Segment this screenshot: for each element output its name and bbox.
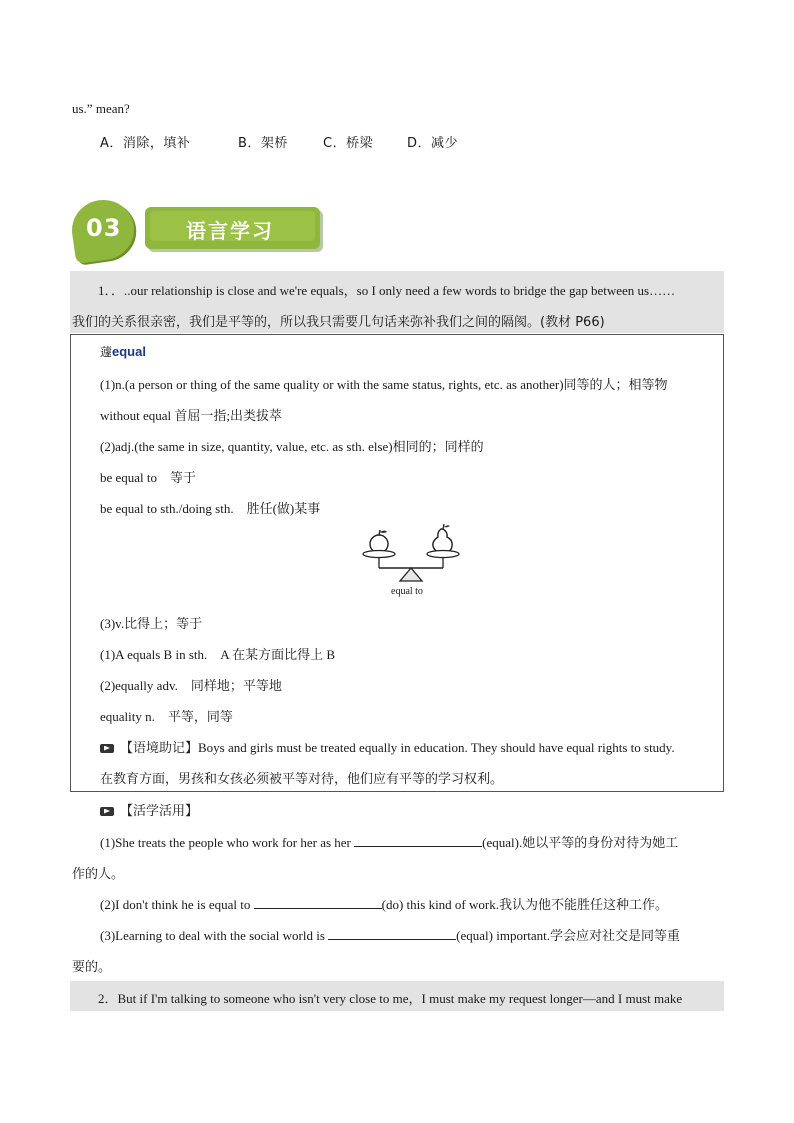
vocab-line-6: (3)v.比得上；等于: [100, 616, 203, 631]
q3-hint: (equal) important.学会应对社交是同等重: [456, 928, 681, 943]
item2-sentence: 2．But if I'm talking to someone who isn't very close to me，I must make my request longer—and I must make: [98, 991, 683, 1006]
choice-b: B．架桥: [238, 136, 288, 151]
context-label: 【语境助记】: [120, 741, 199, 756]
scale-fulcrum: [400, 568, 422, 581]
practice-q2: [100, 894, 668, 913]
practice-q3: [100, 925, 680, 944]
q2-blank[interactable]: [254, 896, 382, 909]
section-title: 语言学习: [186, 219, 274, 243]
pear-icon: [433, 524, 452, 553]
practice-header: [100, 800, 198, 819]
vocab-line-8: (2)equally adv. 同样地；平等地: [100, 678, 282, 693]
vocab-line-7: (1)A equals B in sth. A 在某方面比得上 B: [100, 647, 336, 662]
vocab-line-3: (2)adj.(the same in size, quantity, value, etc. as sth. else)相同的；同样的: [100, 439, 484, 454]
practice-label: 【活学活用】: [120, 804, 199, 819]
figure-caption: equal to: [391, 586, 423, 597]
item1-translation: 我们的关系很亲密，我们是平等的，所以我只需要几句话来弥补我们之间的隔阂。(教材 P66): [72, 315, 605, 330]
q1-blank[interactable]: [354, 834, 482, 847]
q3-text: (3)Learning to deal with the social world is: [100, 928, 325, 943]
context-chinese: 在教育方面，男孩和女孩必须被平等对待，他们应有平等的学习权利。: [100, 772, 504, 787]
item1-sentence: 1．．..our relationship is close and we're equals，so I only need a few words to bridge the gap between us……: [98, 283, 676, 298]
choice-d: D．减少: [407, 136, 459, 151]
left-plate: [363, 551, 395, 558]
q2-hint: (do) this kind of work.我认为他不能胜任这种工作。: [381, 897, 668, 912]
vocab-line-1: (1)n.(a person or thing of the same quality or with the same status, rights, etc. as another)同等的人；相等物: [100, 377, 668, 392]
practice-q3-cont: 要的。: [72, 960, 112, 975]
vocab-line-5: be equal to sth./doing sth. 胜任(做)某事: [100, 501, 321, 516]
vocab-line-2: without equal 首屈一指;出类拔萃: [100, 408, 282, 423]
question-tail: us.” mean?: [72, 101, 130, 116]
vocab-line-4: be equal to 等于: [100, 470, 197, 485]
q3-blank[interactable]: [328, 927, 456, 940]
apple-icon: [370, 530, 388, 553]
practice-q1: [100, 832, 678, 851]
headword-marker: 蘧: [100, 345, 113, 359]
choice-c: C．桥梁: [323, 136, 374, 151]
choice-a: A．消除，填补: [100, 136, 191, 151]
practice-q1-cont: 作的人。: [72, 867, 125, 882]
context-english: Boys and girls must be treated equally in education. They should have equal rights to study.: [198, 740, 675, 755]
context-tip: [100, 737, 675, 756]
tag-icon: [100, 807, 114, 816]
q2-text: (2)I don't think he is equal to: [100, 897, 251, 912]
right-plate: [427, 551, 459, 558]
headword: equal: [112, 344, 146, 359]
vocab-line-9: equality n. 平等，同等: [100, 709, 233, 724]
vocab-headword: [100, 343, 146, 360]
q1-hint: (equal).她以平等的身份对待为她工: [482, 835, 679, 850]
q1-text: (1)She treats the people who work for her as her: [100, 835, 351, 850]
section-number: 03: [86, 214, 122, 242]
tag-icon: [100, 744, 114, 753]
